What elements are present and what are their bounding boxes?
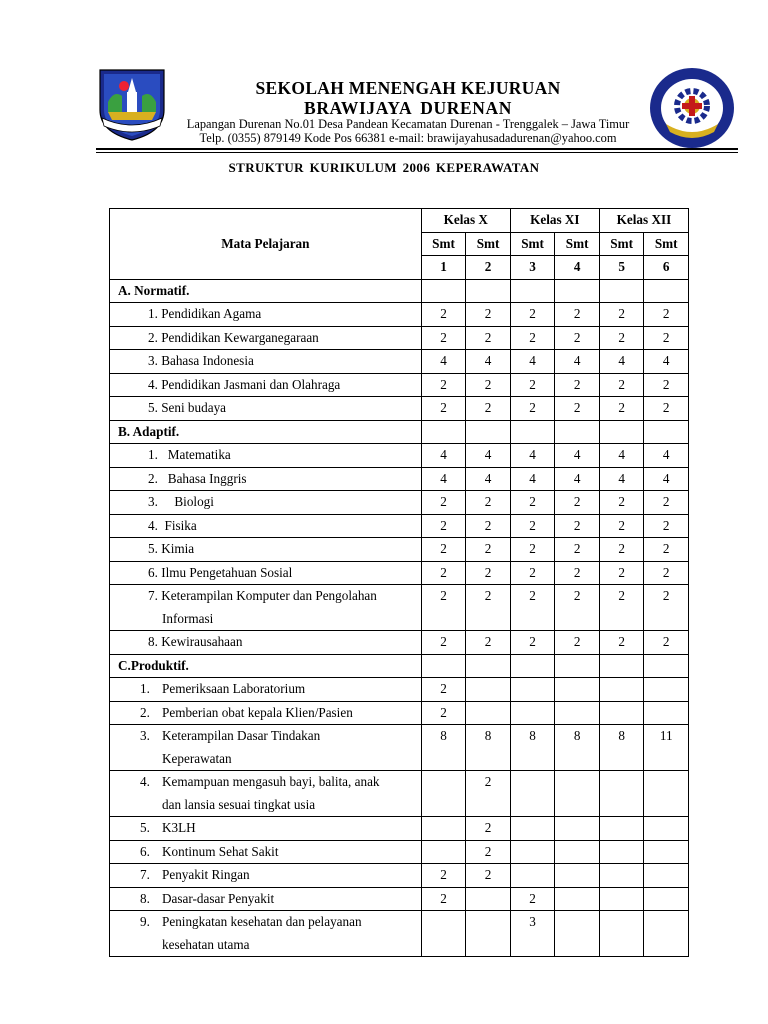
hours-cell: [599, 678, 644, 702]
hours-cell: 4: [510, 444, 555, 468]
subject-label: K3LH: [162, 820, 196, 835]
subject-number: 2.: [140, 704, 150, 720]
hours-cell: [644, 701, 689, 725]
table-row: [110, 303, 689, 327]
empty-cell: [555, 654, 600, 678]
hours-cell: 2: [466, 771, 511, 817]
hours-cell: 2: [466, 840, 511, 864]
hours-cell: [555, 817, 600, 841]
hours-cell: 2: [510, 326, 555, 350]
hours-cell: 4: [644, 444, 689, 468]
subject-cell: [110, 585, 422, 631]
table-row: [110, 725, 689, 771]
hours-cell: 2: [555, 631, 600, 655]
hours-cell: 2: [421, 538, 466, 562]
hours-cell: 2: [510, 491, 555, 515]
address-line2: Telp. (0355) 879149 Kode Pos 66381 e-mail: brawijayahusadadurenan@yahoo.com: [199, 131, 617, 145]
table-row: [110, 538, 689, 562]
subject-label: Keterampilan Dasar Tindakan: [162, 728, 321, 743]
hours-cell: 2: [421, 585, 466, 631]
subject-number: 6.: [140, 843, 150, 859]
hours-cell: 2: [644, 538, 689, 562]
hours-cell: 2: [510, 397, 555, 421]
hours-cell: [644, 817, 689, 841]
hours-cell: [555, 771, 600, 817]
empty-cell: [466, 279, 511, 303]
hours-cell: 2: [421, 373, 466, 397]
col-header-kelas-xi: Kelas XI: [510, 209, 599, 233]
hours-cell: [510, 840, 555, 864]
subject-label: 1. Pendidikan Agama: [148, 306, 262, 321]
hours-cell: 2: [599, 631, 644, 655]
table-row: [110, 514, 689, 538]
subject-label: Dasar-dasar Penyakit: [162, 890, 275, 906]
hours-cell: [599, 701, 644, 725]
col-header-kelas-x: Kelas X: [421, 209, 510, 233]
hours-cell: 2: [510, 887, 555, 911]
table-row: [110, 326, 689, 350]
hours-cell: [644, 678, 689, 702]
subject-cell: [110, 350, 422, 374]
table-row: [110, 887, 689, 911]
table-row: [110, 631, 689, 655]
hours-cell: 4: [466, 467, 511, 491]
section-heading: B. Adaptif.: [110, 420, 422, 444]
subject-cell: [110, 326, 422, 350]
hours-cell: 4: [421, 444, 466, 468]
hours-cell: 2: [555, 397, 600, 421]
hours-cell: [644, 864, 689, 888]
table-row: [110, 701, 689, 725]
subject-label: 5. Seni budaya: [148, 400, 227, 415]
subject-label-cont: kesehatan utama: [162, 936, 250, 952]
smt-label: Smt: [644, 232, 689, 256]
hours-cell: 2: [599, 491, 644, 515]
subject-label: 6. Ilmu Pengetahuan Sosial: [148, 564, 293, 580]
empty-cell: [510, 654, 555, 678]
subject-cell: [110, 725, 422, 771]
hours-cell: 2: [466, 397, 511, 421]
hours-cell: [466, 911, 511, 957]
east-java-emblem-logo: [94, 66, 170, 142]
semester-number: 1: [421, 256, 466, 280]
hours-cell: 4: [599, 350, 644, 374]
subject-label: 2. Pendidikan Kewarganegaraan: [148, 329, 319, 345]
hours-cell: 8: [510, 725, 555, 771]
subject-cell: [110, 538, 422, 562]
hours-cell: 4: [421, 350, 466, 374]
hours-cell: 4: [599, 467, 644, 491]
hours-cell: [466, 701, 511, 725]
subject-cell: [110, 467, 422, 491]
table-row: [110, 817, 689, 841]
section-row: [110, 279, 689, 303]
hours-cell: 2: [599, 373, 644, 397]
hours-cell: [510, 864, 555, 888]
empty-cell: [555, 420, 600, 444]
subject-label: 8. Kewirausahaan: [148, 634, 243, 649]
subject-number: 1.: [140, 681, 150, 696]
hours-cell: 2: [599, 397, 644, 421]
hours-cell: [644, 911, 689, 957]
smt-label: Smt: [510, 232, 555, 256]
hours-cell: [421, 817, 466, 841]
hours-cell: [599, 840, 644, 864]
subject-number: 8.: [140, 890, 150, 906]
table-row: [110, 397, 689, 421]
hours-cell: 2: [421, 514, 466, 538]
subject-label-cont: Informasi: [162, 610, 214, 626]
hours-cell: 4: [510, 350, 555, 374]
table-row: [110, 444, 689, 468]
hours-cell: 2: [421, 397, 466, 421]
hours-cell: [510, 678, 555, 702]
hours-cell: 2: [510, 514, 555, 538]
hours-cell: [466, 887, 511, 911]
hours-cell: 2: [421, 864, 466, 888]
hours-cell: 4: [510, 467, 555, 491]
hours-cell: [421, 911, 466, 957]
hours-cell: 4: [421, 467, 466, 491]
table-row: [110, 491, 689, 515]
hours-cell: 2: [555, 326, 600, 350]
subject-label-cont: dan lansia sesuai tingkat usia: [162, 796, 316, 812]
empty-cell: [644, 279, 689, 303]
hours-cell: 4: [555, 467, 600, 491]
semester-number: 6: [644, 256, 689, 280]
empty-cell: [599, 420, 644, 444]
hours-cell: 2: [466, 373, 511, 397]
hours-cell: [599, 911, 644, 957]
hours-cell: [599, 817, 644, 841]
hours-cell: [599, 864, 644, 888]
subject-cell: [110, 561, 422, 585]
subject-cell: [110, 817, 422, 841]
hours-cell: 8: [555, 725, 600, 771]
subject-cell: [110, 678, 422, 702]
smt-label: Smt: [555, 232, 600, 256]
hours-cell: [510, 701, 555, 725]
subject-label: 3. Bahasa Indonesia: [148, 353, 254, 368]
table-row: [110, 561, 689, 585]
semester-number: 3: [510, 256, 555, 280]
hours-cell: 2: [466, 631, 511, 655]
hours-cell: 8: [466, 725, 511, 771]
hours-cell: 2: [599, 514, 644, 538]
hours-cell: 4: [466, 444, 511, 468]
empty-cell: [421, 654, 466, 678]
hours-cell: 2: [421, 303, 466, 327]
hours-cell: 2: [555, 585, 600, 631]
section-heading: A. Normatif.: [110, 279, 422, 303]
hours-cell: [555, 701, 600, 725]
subject-label: Pemberian obat kepala Klien/Pasien: [162, 704, 353, 720]
hours-cell: 2: [555, 303, 600, 327]
hours-cell: 2: [644, 373, 689, 397]
school-emblem-logo: [648, 66, 736, 150]
subject-number: 3.: [140, 728, 150, 743]
smt-label: Smt: [421, 232, 466, 256]
empty-cell: [510, 279, 555, 303]
hours-cell: 2: [510, 631, 555, 655]
table-row: [110, 373, 689, 397]
empty-cell: [510, 420, 555, 444]
hours-cell: [644, 887, 689, 911]
subject-label: Peningkatan kesehatan dan pelayanan: [162, 914, 362, 929]
section-heading: C.Produktif.: [110, 654, 422, 678]
hours-cell: 8: [599, 725, 644, 771]
subject-cell: [110, 911, 422, 957]
subject-label: 2. Bahasa Inggris: [148, 470, 247, 486]
section-row: [110, 420, 689, 444]
hours-cell: 2: [555, 561, 600, 585]
hours-cell: 2: [644, 585, 689, 631]
col-header-subject: Mata Pelajaran: [110, 209, 422, 280]
empty-cell: [644, 420, 689, 444]
hours-cell: 2: [466, 585, 511, 631]
curriculum-table: [109, 208, 689, 957]
hours-cell: 8: [421, 725, 466, 771]
subject-label-cont: Keperawatan: [162, 750, 232, 766]
subject-cell: [110, 840, 422, 864]
hours-cell: 2: [555, 538, 600, 562]
table-row: [110, 864, 689, 888]
hours-cell: 4: [644, 467, 689, 491]
subject-label: Kemampuan mengasuh bayi, balita, anak: [162, 774, 380, 789]
hours-cell: [510, 817, 555, 841]
subject-cell: [110, 887, 422, 911]
hours-cell: [421, 771, 466, 817]
hours-cell: 2: [466, 514, 511, 538]
hours-cell: 2: [466, 303, 511, 327]
hours-cell: [555, 864, 600, 888]
subject-label: 5. Kimia: [148, 541, 195, 556]
subject-cell: [110, 491, 422, 515]
hours-cell: 2: [644, 397, 689, 421]
subject-cell: [110, 373, 422, 397]
subject-label: Pemeriksaan Laboratorium: [162, 681, 306, 696]
empty-cell: [644, 654, 689, 678]
hours-cell: 2: [421, 561, 466, 585]
hours-cell: 2: [466, 864, 511, 888]
hours-cell: 4: [599, 444, 644, 468]
hours-cell: 2: [421, 701, 466, 725]
hours-cell: 2: [421, 887, 466, 911]
hours-cell: 2: [555, 373, 600, 397]
empty-cell: [599, 654, 644, 678]
table-row: [110, 585, 689, 631]
empty-cell: [421, 420, 466, 444]
table-row: [110, 467, 689, 491]
hours-cell: 2: [466, 326, 511, 350]
subject-cell: [110, 303, 422, 327]
subject-label: 1. Matematika: [148, 447, 231, 462]
col-header-kelas-xii: Kelas XII: [599, 209, 688, 233]
subject-cell: [110, 514, 422, 538]
subject-cell: [110, 864, 422, 888]
hours-cell: 2: [644, 326, 689, 350]
school-name-line1: SEKOLAH MENENGAH KEJURUAN: [255, 78, 561, 98]
subject-number: 5.: [140, 820, 150, 835]
empty-cell: [421, 279, 466, 303]
hours-cell: 2: [644, 491, 689, 515]
hours-cell: 2: [510, 585, 555, 631]
smt-label: Smt: [466, 232, 511, 256]
semester-number: 4: [555, 256, 600, 280]
hours-cell: 2: [599, 303, 644, 327]
empty-cell: [555, 279, 600, 303]
hours-cell: 2: [510, 303, 555, 327]
subject-label: 4. Fisika: [148, 517, 197, 533]
subject-label: Penyakit Ringan: [162, 867, 250, 882]
subject-number: 4.: [140, 774, 150, 789]
hours-cell: [599, 887, 644, 911]
smt-label: Smt: [599, 232, 644, 256]
hours-cell: [555, 678, 600, 702]
hours-cell: 4: [466, 350, 511, 374]
subject-cell: [110, 631, 422, 655]
header-rule-thin: [96, 152, 738, 153]
hours-cell: [644, 771, 689, 817]
hours-cell: 11: [644, 725, 689, 771]
hours-cell: 2: [421, 631, 466, 655]
hours-cell: [555, 911, 600, 957]
empty-cell: [599, 279, 644, 303]
hours-cell: 2: [599, 561, 644, 585]
subject-cell: [110, 444, 422, 468]
hours-cell: 2: [644, 514, 689, 538]
hours-cell: 4: [555, 350, 600, 374]
subject-cell: [110, 771, 422, 817]
hours-cell: 2: [421, 326, 466, 350]
hours-cell: 2: [466, 817, 511, 841]
hours-cell: 4: [555, 444, 600, 468]
subject-label: 3. Biologi: [148, 494, 214, 509]
hours-cell: [599, 771, 644, 817]
empty-cell: [466, 420, 511, 444]
hours-cell: [510, 771, 555, 817]
hours-cell: 2: [466, 561, 511, 585]
hours-cell: 3: [510, 911, 555, 957]
hours-cell: 2: [599, 538, 644, 562]
hours-cell: [421, 840, 466, 864]
hours-cell: [555, 887, 600, 911]
hours-cell: 2: [421, 491, 466, 515]
table-row: [110, 840, 689, 864]
subject-cell: [110, 397, 422, 421]
table-row: [110, 350, 689, 374]
hours-cell: 2: [644, 561, 689, 585]
hours-cell: 2: [599, 585, 644, 631]
subject-label: 7. Keterampilan Komputer dan Pengolahan: [148, 588, 377, 603]
hours-cell: 2: [555, 491, 600, 515]
subject-number: 9.: [140, 914, 150, 929]
header-rule-thick: [96, 148, 738, 150]
subject-number: 7.: [140, 867, 150, 882]
subject-label: Kontinum Sehat Sakit: [162, 843, 279, 859]
hours-cell: 4: [644, 350, 689, 374]
hours-cell: 2: [644, 303, 689, 327]
hours-cell: [644, 840, 689, 864]
address-line1: Lapangan Durenan No.01 Desa Pandean Kecamatan Durenan - Trenggalek – Jawa Timur: [186, 117, 630, 131]
hours-cell: 2: [421, 678, 466, 702]
hours-cell: 2: [510, 561, 555, 585]
table-header-row: [110, 209, 689, 233]
subject-label: 4. Pendidikan Jasmani dan Olahraga: [148, 376, 341, 392]
semester-number: 2: [466, 256, 511, 280]
hours-cell: [555, 840, 600, 864]
table-row: [110, 911, 689, 957]
table-row: [110, 678, 689, 702]
semester-number: 5: [599, 256, 644, 280]
hours-cell: 2: [555, 514, 600, 538]
hours-cell: 2: [466, 538, 511, 562]
hours-cell: 2: [599, 326, 644, 350]
subject-cell: [110, 701, 422, 725]
hours-cell: 2: [510, 373, 555, 397]
school-name-line2: BRAWIJAYA DURENAN: [304, 98, 512, 118]
empty-cell: [466, 654, 511, 678]
hours-cell: 2: [466, 491, 511, 515]
hours-cell: 2: [644, 631, 689, 655]
section-row: [110, 654, 689, 678]
hours-cell: 2: [510, 538, 555, 562]
document-title: STRUKTUR KURIKULUM 2006 KEPERAWATAN: [228, 160, 540, 175]
table-row: [110, 771, 689, 817]
hours-cell: [466, 678, 511, 702]
